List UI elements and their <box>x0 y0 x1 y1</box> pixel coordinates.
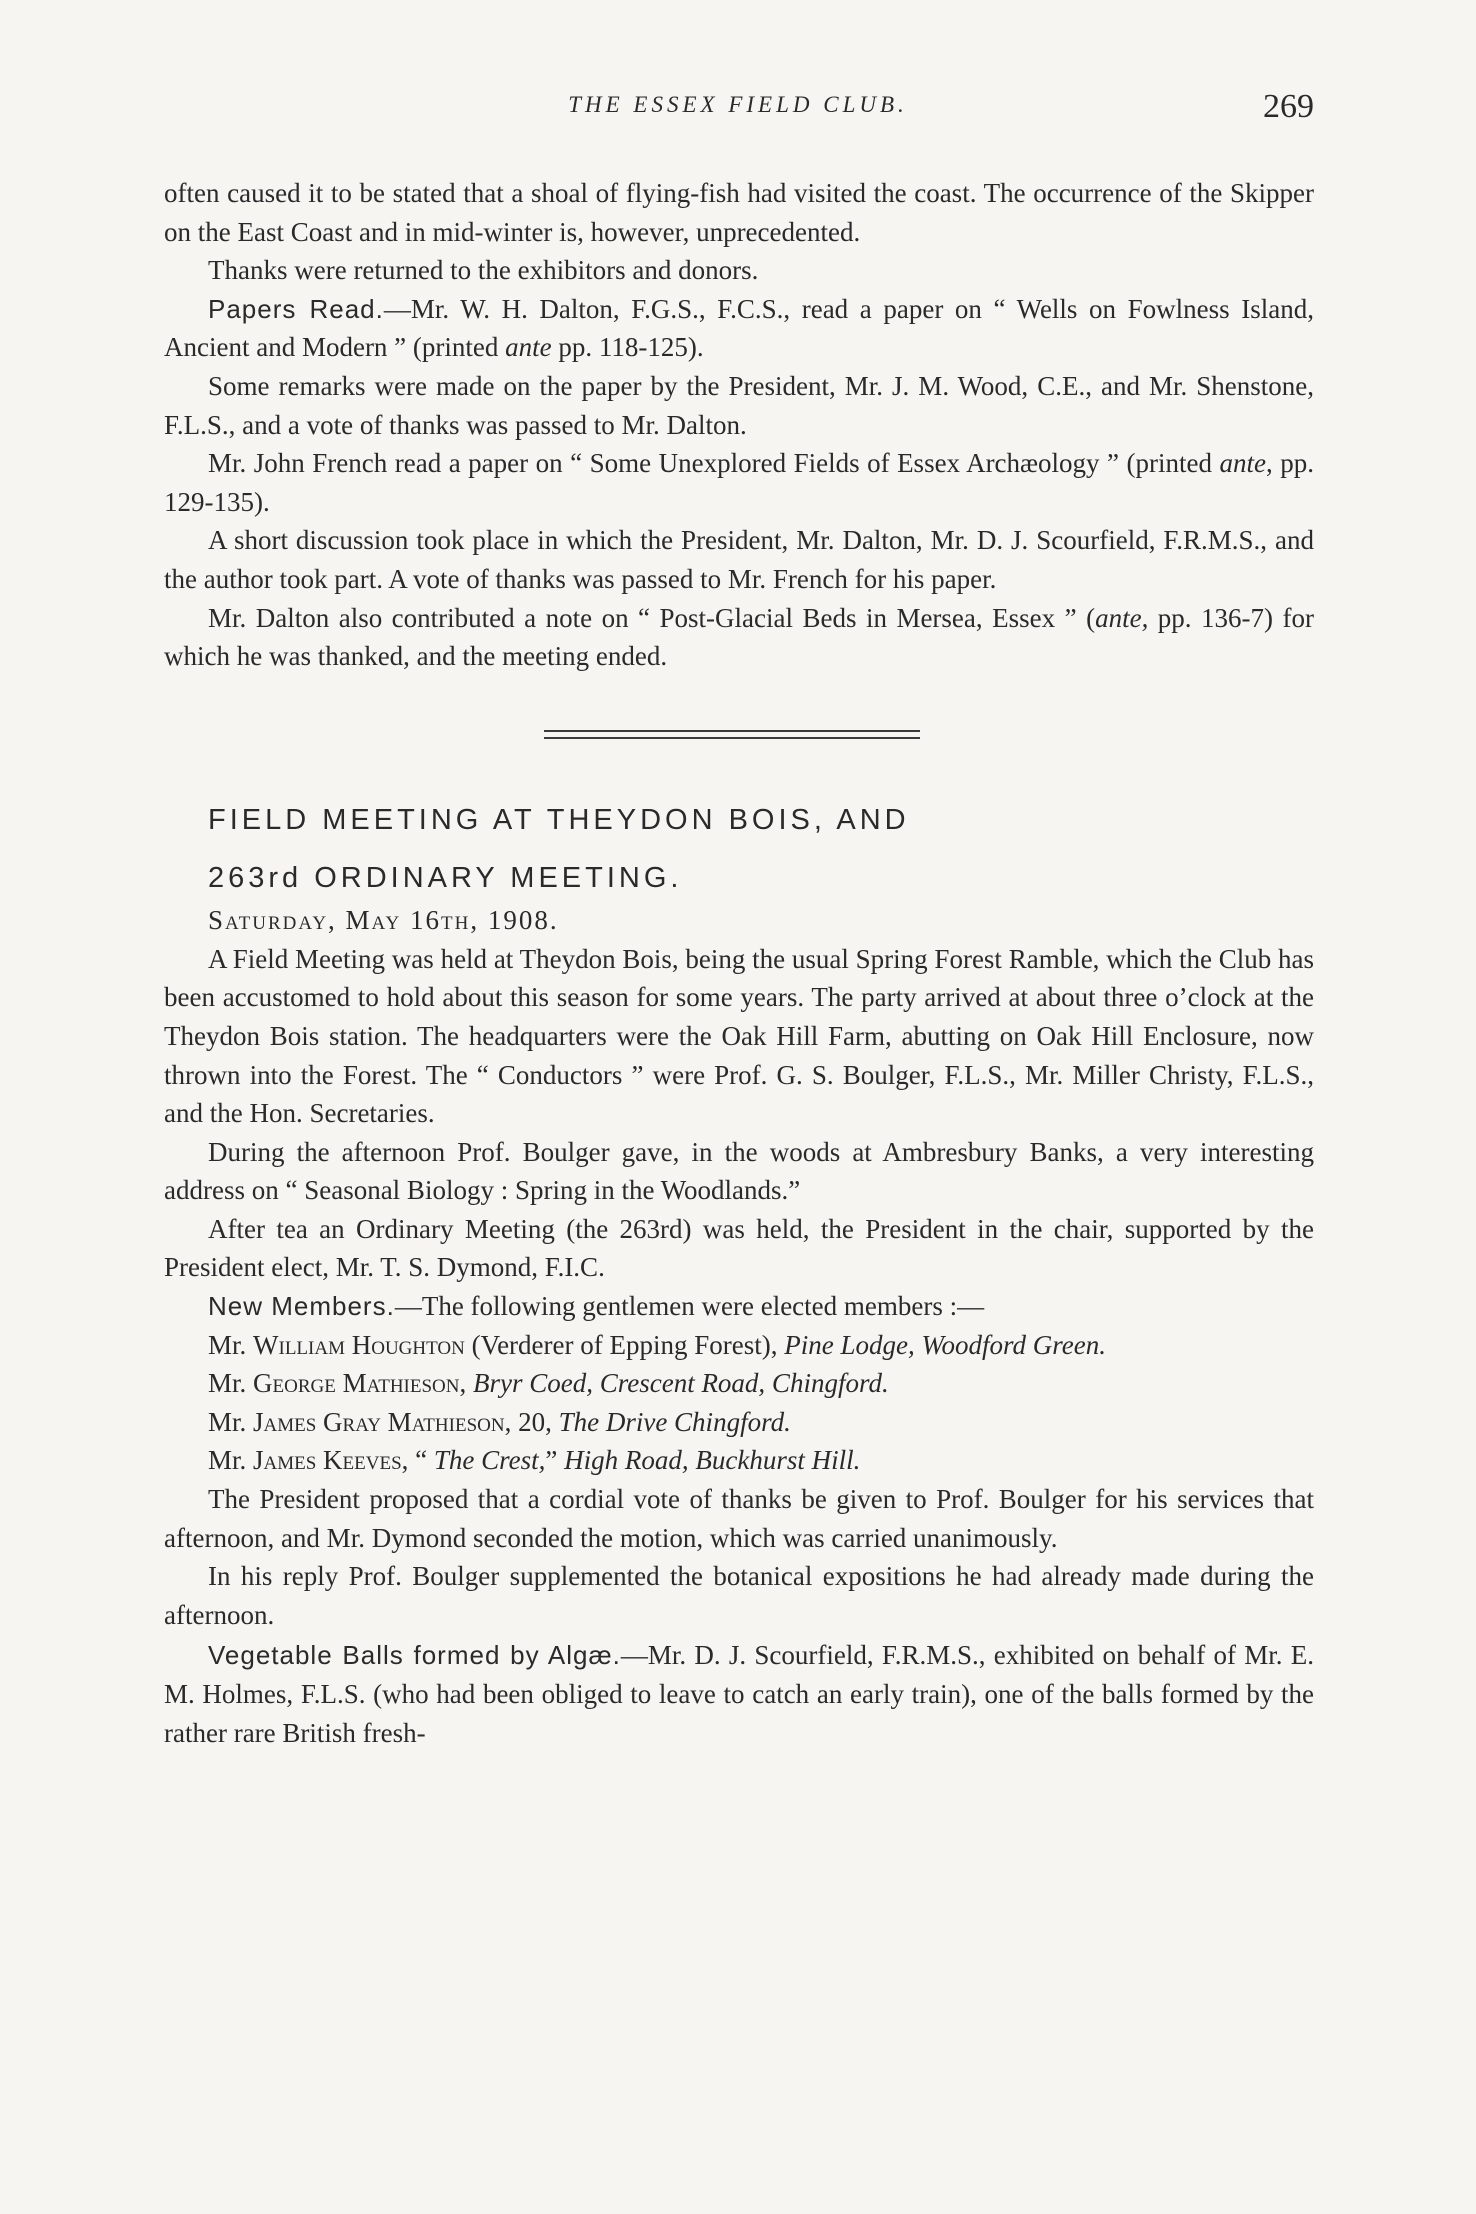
divider-rule <box>544 730 920 732</box>
divider-rule <box>544 737 920 739</box>
page-number: 269 <box>1263 88 1314 125</box>
meeting-date: Saturday, May 16th, 1908. <box>208 904 559 935</box>
paragraph: The President proposed that a cordial vote of thanks be given to Prof. Boulger for his services that afternoon, and Mr. Dymond seconded the motion, which was carried unanimously. <box>164 1484 1314 1553</box>
paragraph: A short discussion took place in which the President, Mr. Dalton, Mr. D. J. Scourfield, F.R.M.S., and the author took part. A vote of thanks was passed to Mr. French for his paper. <box>164 525 1314 594</box>
text-run: Mr. <box>208 1368 254 1399</box>
text-run: Mr. <box>208 1329 254 1360</box>
paragraph <box>164 290 1314 367</box>
paragraph: often caused it to be stated that a shoal of flying-fish had visited the coast. The occurrence of the Skipper on the East Coast and in mid-winter is, however, unprecedented. <box>164 178 1314 247</box>
text-run: —Mr. D. J. Scourfield, F.R.M.S., exhibited on behalf of Mr. E. M. Holmes, F.L.S. (who had been obliged to leave to catch an early train), one of the balls formed by the rather rare British fresh- <box>164 1640 1315 1748</box>
run-in-heading: New Members. <box>208 1291 395 1322</box>
member-name: George Mathieson, <box>253 1368 467 1399</box>
member-name: James Gray Mathieson, <box>253 1406 512 1437</box>
paragraph: Thanks were returned to the exhibitors and donors. <box>208 255 759 286</box>
paragraph: Some remarks were made on the paper by the President, Mr. J. M. Wood, C.E., and Mr. Shenstone, F.L.S., and a vote of thanks was passed to Mr. Dalton. <box>164 370 1314 440</box>
member-name: James Keeves, <box>253 1445 409 1476</box>
text-run: ” <box>545 1445 565 1476</box>
text-run: 20, <box>511 1406 559 1437</box>
run-in-heading: Papers Read. <box>208 293 384 324</box>
member-address: Pine Lodge, Woodford Green. <box>784 1329 1106 1360</box>
text-run: —Mr. W. H. Dalton, F.G.S., F.C.S., read a paper on “ Wells on Fowlness Island, Ancient and Modern ” (printed <box>164 293 1314 363</box>
paragraph: After tea an Ordinary Meeting (the 263rd) was held, the President in the chair, supported by the President elect, Mr. T. S. Dymond, F.I.C. <box>164 1213 1314 1283</box>
section-heading: 263rd ORDINARY MEETING. <box>208 861 683 894</box>
text-run: —The following gentlemen were elected members :— <box>394 1291 985 1322</box>
text-run: Mr. <box>208 1406 254 1437</box>
text-run: Mr. John French read a paper on “ Some Unexplored Fields of Essex Archæology ” (printed <box>208 448 1220 479</box>
text-run: , pp. 129-135). <box>164 448 1314 517</box>
member-entry <box>164 1364 1314 1403</box>
member-entry <box>164 1441 1314 1480</box>
paragraph <box>164 1636 1314 1752</box>
member-address: High Road, Buckhurst Hill. <box>564 1445 861 1476</box>
text-run: pp. 118-125). <box>551 332 704 363</box>
text-run: Mr. <box>208 1445 254 1476</box>
section-divider <box>164 708 1314 764</box>
text-run: ante <box>1219 448 1266 479</box>
running-title: THE ESSEX FIELD CLUB. <box>568 92 908 117</box>
paragraph <box>164 1287 1314 1326</box>
paragraph: A Field Meeting was held at Theydon Bois, being the usual Spring Forest Ramble, which the Club has been accustomed to hold about this season for some years. The party arrived at about three o’clock at the Theydon Bois station. The headquarters were the Oak Hill Farm, abutting on Oak Hill Enclosure, now thrown into the Forest. The “ Conductors ” were Prof. G. S. Boulger, F.L.S., Mr. Miller Christy, F.L.S., and the Hon. Secretaries. <box>164 943 1314 1129</box>
running-header <box>0 88 1476 128</box>
paragraph <box>164 444 1314 521</box>
text-run: Mr. Dalton also contributed a note on “ Post-Glacial Beds in Mersea, Essex ” ( <box>208 602 1096 633</box>
run-in-heading: Vegetable Balls formed by Algæ. <box>208 1640 621 1671</box>
text-run: ante <box>505 332 552 363</box>
section-heading: FIELD MEETING AT THEYDON BOIS, AND <box>208 803 910 836</box>
member-entry <box>164 1326 1314 1365</box>
paragraph: During the afternoon Prof. Boulger gave, in the woods at Ambresbury Banks, a very interesting address on “ Seasonal Biology : Spring in the Woodlands.” <box>164 1136 1314 1206</box>
text-run: (Verderer of Epping Forest), <box>464 1329 785 1360</box>
text-run: “ <box>408 1445 434 1476</box>
text-run: pp. 136-7) for which he was thanked, and the meeting ended. <box>164 602 1314 672</box>
member-name: William Houghton <box>253 1329 465 1360</box>
text-run: ante, <box>1095 602 1149 633</box>
member-address: The Crest, <box>433 1445 546 1476</box>
member-address: The Drive Chingford. <box>558 1406 791 1437</box>
paragraph <box>164 599 1314 676</box>
page-body <box>164 174 1314 1752</box>
member-entry <box>164 1403 1314 1442</box>
member-address: Bryr Coed, Crescent Road, Chingford. <box>466 1368 889 1399</box>
paragraph: In his reply Prof. Boulger supplemented the botanical expositions he had already made during the afternoon. <box>164 1561 1314 1630</box>
